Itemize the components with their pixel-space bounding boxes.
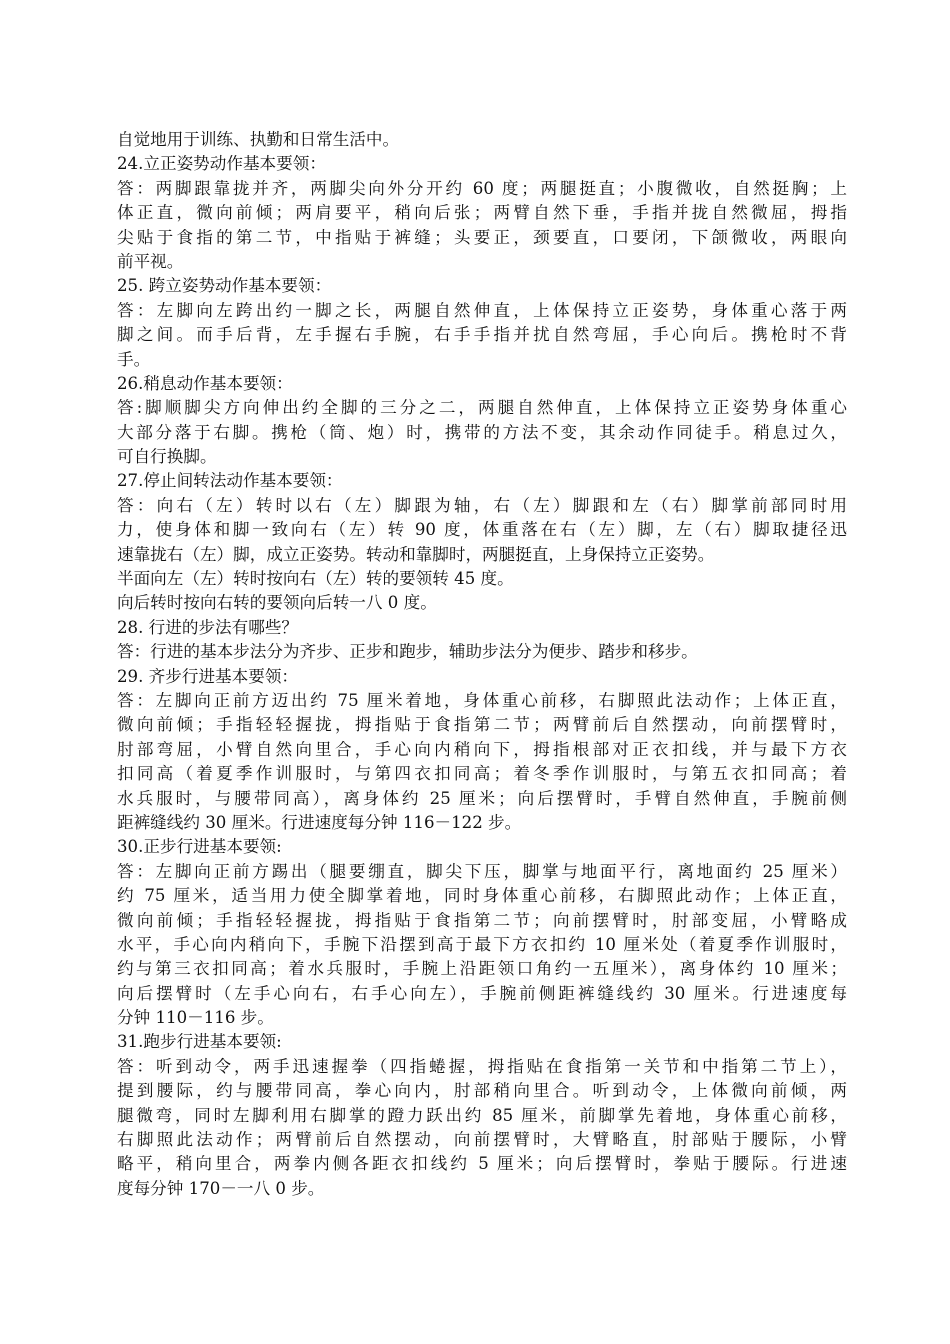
- text-line: 前平视。: [117, 251, 184, 271]
- text-line: 扣同高（着夏季作训服时，与第四衣扣同高；着冬季作训服时，与第五衣扣同高；着: [117, 764, 847, 784]
- text-line: 向后转时按向右转的要领向后转一八 0 度。: [117, 593, 437, 613]
- text-line: 水平，手心向内稍向下，手腕下沿摆到高于最下方衣扣约 10 厘米处（着夏季作训服时，: [117, 934, 847, 954]
- text-line: 右脚照此法动作；两臂前后自然摆动，向前摆臂时，大臂略直，肘部贴于腰际，小臂: [117, 1130, 847, 1150]
- text-line: 度每分钟 170－一八 0 步。: [117, 1178, 325, 1198]
- text-line: 答：左脚向正前方踢出（腿要绷直，脚尖下压，脚掌与地面平行，离地面约 25 厘米）: [117, 861, 847, 881]
- text-line: 水兵服时，与腰带同高），离身体约 25 厘米；向后摆臂时，手臂自然伸直，手腕前侧: [117, 788, 847, 808]
- text-line: 微向前倾；手指轻轻握拢，拇指贴于食指第二节；两臂前后自然摆动，向前摆臂时，: [117, 715, 847, 735]
- text-line: 约 75 厘米，适当用力使全脚掌着地，同时身体重心前移，右脚照此动作；上体正直，: [117, 886, 847, 906]
- document-page: [117, 128, 847, 1201]
- text-line: 肘部弯屈，小臂自然向里合，手心向内稍向下，拇指根部对正衣扣线，并与最下方衣: [117, 739, 847, 759]
- text-line: 向后摆臂时（左手心向右，右手心向左），手腕前侧距裤缝线约 30 厘米。行进速度每: [117, 983, 847, 1003]
- text-line: 可自行换脚。: [117, 447, 217, 467]
- text-line: 30.正步行进基本要领:: [117, 837, 282, 857]
- text-line: 25. 跨立姿势动作基本要领：: [117, 276, 332, 296]
- text-line: 尖贴于食指的第二节，中指贴于裤缝；头要正，颈要直，口要闭，下颌微收，两眼向: [117, 227, 847, 247]
- text-line: 答：左脚向正前方迈出约 75 厘米着地，身体重心前移，右脚照此法动作；上体正直，: [117, 690, 847, 710]
- text-line: 31.跑步行进基本要领:: [117, 1032, 282, 1052]
- text-line: 大部分落于右脚。携枪（筒、炮）时，携带的方法不变，其余动作同徒手。稍息过久，: [117, 422, 847, 442]
- text-line: 答：两脚跟靠拢并齐，两脚尖向外分开约 60 度；两腿挺直；小腹微收，自然挺胸；上: [117, 178, 847, 198]
- text-line: 26.稍息动作基本要领：: [117, 373, 293, 393]
- text-line: 半面向左（左）转时按向右（左）转的要领转 45 度。: [117, 569, 514, 589]
- text-line: 自觉地用于训练、执勤和日常生活中。: [117, 130, 400, 149]
- text-line: 速靠拢右（左）脚，成立正姿势。转动和靠脚时，两腿挺直，上身保持立正姿势。: [117, 544, 715, 564]
- text-line: 答：行进的基本步法分为齐步、正步和跑步，辅助步法分为便步、踏步和移步。: [117, 642, 698, 662]
- text-line: 答：左脚向左跨出约一脚之长，两腿自然伸直，上体保持立正姿势，身体重心落于两: [117, 300, 847, 320]
- text-line: 答：听到动令，两手迅速握拳（四指蜷握，拇指贴在食指第一关节和中指第二节上），: [117, 1056, 847, 1076]
- text-line: 分钟 110－116 步。: [117, 1008, 274, 1028]
- text-line: 略平，稍向里合，两拳内侧各距衣扣线约 5 厘米；向后摆臂时，拳贴于腰际。行进速: [117, 1154, 847, 1174]
- text-line: 微向前倾；手指轻轻握拢，拇指贴于食指第二节；向前摆臂时，肘部变屈，小臂略成: [117, 910, 847, 930]
- text-line: 体正直，微向前倾；两肩要平，稍向后张；两臂自然下垂，手指并拢自然微屈，拇指: [117, 203, 847, 223]
- text-line: 答:脚顺脚尖方向伸出约全脚的三分之二，两腿自然伸直，上体保持立正姿势身体重心: [117, 398, 847, 418]
- text-line: 腿微弯，同时左脚利用右脚掌的蹬力跃出约 85 厘米，前脚掌先着地，身体重心前移，: [117, 1105, 847, 1125]
- text-line: 距裤缝线约 30 厘米。行进速度每分钟 116－122 步。: [117, 812, 522, 832]
- text-line: 28. 行进的步法有哪些？: [117, 617, 299, 637]
- text-line: 27.停止间转法动作基本要领：: [117, 471, 343, 491]
- text-line: 约与第三衣扣同高；着水兵服时，手腕上沿距领口角约一五厘米），离身体约 10 厘米；: [117, 959, 847, 979]
- text-line: 24.立正姿势动作基本要领：: [117, 154, 326, 174]
- text-line: 答：向右（左）转时以右（左）脚跟为轴，右（左）脚跟和左（右）脚掌前部同时用: [117, 495, 847, 515]
- text-line: 提到腰际，约与腰带同高，拳心向内，肘部稍向里合。听到动令，上体微向前倾，两: [117, 1081, 847, 1101]
- text-line: 手。: [117, 349, 151, 369]
- text-line: 29. 齐步行进基本要领：: [117, 666, 299, 686]
- text-line: 力，使身体和脚一致向右（左）转 90 度，体重落在右（左）脚，左（右）脚取捷径迅: [117, 520, 847, 540]
- text-line: 脚之间。而手后背，左手握右手腕，右手手指并扰自然弯屈，手心向后。携枪时不背: [117, 325, 847, 345]
